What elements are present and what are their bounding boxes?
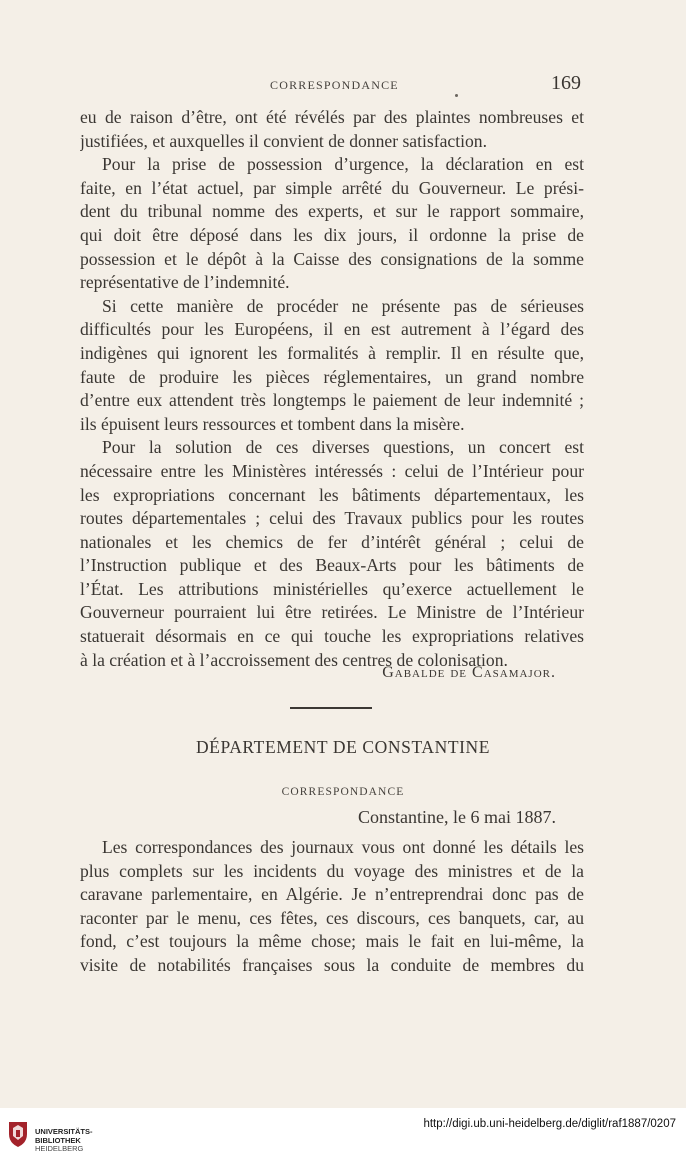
university-library-logo[interactable] [7,1116,127,1152]
paragraph [80,295,584,437]
article-body [80,106,584,672]
paragraph [80,436,584,672]
text-line: l’Instruction publique et des Beaux-Arts pour les bâtiments de [80,555,584,576]
ink-speck [455,94,458,97]
text-line: qui doit être déposé dans les dix jours, il ordonne la prise de [80,224,584,245]
running-title: CORRESPONDANCE [270,78,399,92]
text-line: visite de notabilités françaises sous la conduite de membres du [80,954,584,975]
section-divider [290,707,372,709]
text-line: Les correspondances des journaux vous ont donné les détails les [102,837,584,857]
text-line: difficultés pour les Européens, il en est autrement à l’égard des [80,319,584,340]
text-line: les expropriations concernant les bâtiments départementaux, les [80,484,584,505]
section-title: DÉPARTEMENT DE CONSTANTINE [195,737,491,757]
text-line: justifiées, et auxquelles il convient de donner satisfaction. [80,130,487,151]
text-line: faite, en l’état actuel, par simple arrêté du Gouverneur. Le prési- [80,177,584,198]
paragraph [80,106,584,153]
text-line: ils épuisent leurs ressources et tombent dans la misère. [80,413,465,434]
text-line: fond, c’est toujours la même chose; mais le fait en lui-même, la [80,931,584,952]
text-line: à la création et à l’accroissement des centres de colonisation. [80,649,508,670]
text-line: représentative de l’indemnité. [80,272,290,293]
section-subtitle: CORRESPONDANCE [281,786,405,798]
text-line: Gouverneur pourraient lui être retirées. Le Ministre de l’Intérieur [80,602,584,623]
text-line: possession et le dépôt à la Caisse des consignations de la somme [80,248,584,269]
text-line: d’entre eux attendent très longtemps le paiement de leur indemnité ; [80,390,584,411]
text-line: Pour la prise de possession d’urgence, la déclaration en est [102,154,584,175]
article-body-2 [80,836,584,978]
dateline: Constantine, le 6 mai 1887. [358,807,556,827]
paragraph [80,836,584,978]
logo-text [35,1128,93,1154]
text-line: plus complets sur les incidents du voyage des ministres et de la [80,860,584,881]
logo-line-2: BIBLIOTHEK [35,1135,81,1145]
text-line: statuerait désormais en ce qui touche les expropriations relatives [80,626,584,647]
logo-line-3: HEIDELBERG [35,1144,84,1153]
text-line: Si cette manière de procéder ne présente pas de sérieuses [102,295,584,316]
text-line: raconter par le menu, ces fêtes, ces discours, ces banquets, car, au [80,907,584,928]
text-line: l’État. Les attributions ministérielles qu’exerce actuellement le [80,578,584,599]
text-line: eu de raison d’être, ont été révélés par des plaintes nombreuses et [80,107,584,127]
footer-bar [0,1108,686,1160]
text-line: indigènes qui ignorent les formalités à remplir. Il en résulte que, [80,342,584,363]
text-line: Pour la solution de ces diverses questions, un concert est [102,437,584,458]
author-signature: Gabalde de Casamajor. [382,664,556,681]
text-line: faute de produire les pièces réglementaires, un grand nombre [80,366,584,387]
source-url-link[interactable]: http://digi.ub.uni-heidelberg.de/diglit/raf1887/0207 [423,1118,676,1130]
text-line: nécessaire entre les Ministères intéressés : celui de l’Intérieur pour [80,460,584,481]
text-line: nationales et les chemics de fer d’intérêt général ; celui de [80,531,584,552]
text-line: routes départementales ; celui des Travaux publics pour les routes [80,508,584,529]
text-line: caravane parlementaire, en Algérie. Je n’entreprendrai donc pas de [80,884,584,905]
text-line: dent du tribunal nomme des experts, et sur le rapport sommaire, [80,201,584,222]
logo-line-1: UNIVERSITÄTS- [35,1127,93,1136]
library-crest-icon [7,1120,29,1148]
paragraph [80,153,584,295]
page-number: 169 [551,72,581,94]
running-header [0,72,686,96]
